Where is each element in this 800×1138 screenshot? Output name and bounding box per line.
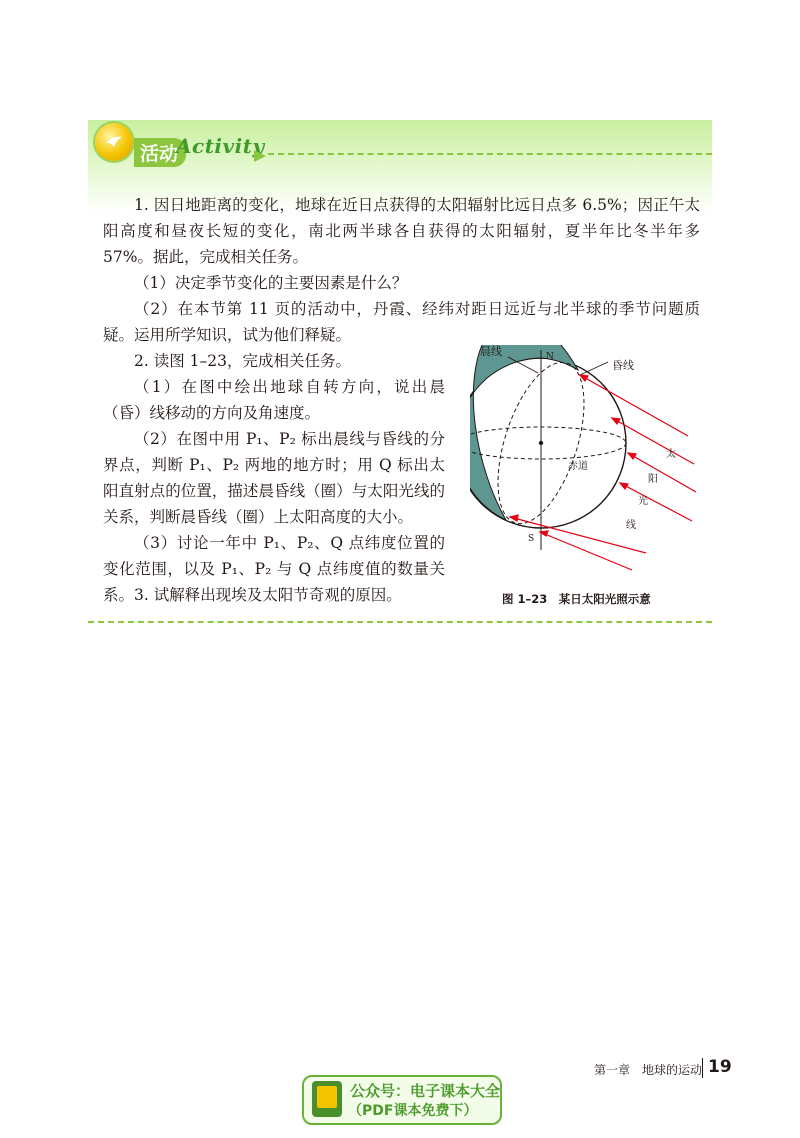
sunlight-label-1: 太 xyxy=(666,449,676,460)
activity-logo xyxy=(95,123,133,161)
task2-intro: 2. 读图 1–23，完成相关任务。 xyxy=(134,352,351,370)
watermark-stamp xyxy=(302,1075,502,1125)
sunlight-label-4: 线 xyxy=(626,520,636,531)
equator-label: 赤道 xyxy=(568,461,588,472)
page-number: 19 xyxy=(708,1057,732,1077)
stamp-line1: 公众号：电子课本大全 xyxy=(350,1082,501,1100)
task1-question1: （1）决定季节变化的主要因素是什么？ xyxy=(134,274,408,292)
sunlight-diagram xyxy=(470,345,710,575)
sunlight-label-3: 光 xyxy=(638,496,648,507)
dawn-label: 晨线 xyxy=(480,345,502,358)
south-label: S xyxy=(528,534,535,544)
task2-question3: （3）讨论一年中 P₁、P₂、Q 点纬度位置的变化范围，以及 P₁、P₂ 与 Q 点纬度值的数量关系。 xyxy=(103,534,445,604)
activity-bottom-divider xyxy=(88,621,712,623)
header-arrow xyxy=(254,150,266,162)
task3: 3. 试解释出现埃及太阳节奇观的原因。 xyxy=(134,586,402,604)
header-divider xyxy=(268,153,712,155)
earth-center xyxy=(539,441,543,445)
bird-icon xyxy=(104,131,124,151)
book-icon xyxy=(312,1081,342,1117)
dusk-label: 昏线 xyxy=(612,359,634,372)
sunlight-label-2: 阳 xyxy=(648,474,658,485)
task1-intro: 1. 因日地距离的变化，地球在近日点获得的太阳辐射比远日点多 6.5%；因正午太阳高度和昼夜长短的变化，南北两半球各自获得的太阳辐射，夏半年比冬半年多 57%。据此，完成相关任务。 xyxy=(103,196,700,266)
footer-separator xyxy=(702,1058,703,1078)
chapter-title: 第一章 地球的运动 xyxy=(594,1063,703,1077)
figure-caption: 图 1–23 某日太阳光照示意 xyxy=(502,592,651,606)
section-title-en: Activity xyxy=(176,134,265,158)
task2-question2: （2）在图中用 P₁、P₂ 标出晨线与昏线的分界点，判断 P₁、P₂ 两地的地方时；用 Q 标出太阳直射点的位置，描述晨昏线（圈）与太阳光线的关系，判断晨昏线（圈）上太阳高度的大小。 xyxy=(103,430,445,526)
stamp-line2: （PDF课本免费下） xyxy=(348,1103,478,1119)
section-title: 活动 xyxy=(134,138,186,167)
task1-question2: （2）在本节第 11 页的活动中，丹霞、经纬对距日远近与北半球的季节问题质疑。运用所学知识，试为他们释疑。 xyxy=(103,300,700,344)
north-label: N xyxy=(546,352,554,362)
task2-question1: （1）在图中绘出地球自转方向，说出晨（昏）线移动的方向及角速度。 xyxy=(103,378,445,422)
